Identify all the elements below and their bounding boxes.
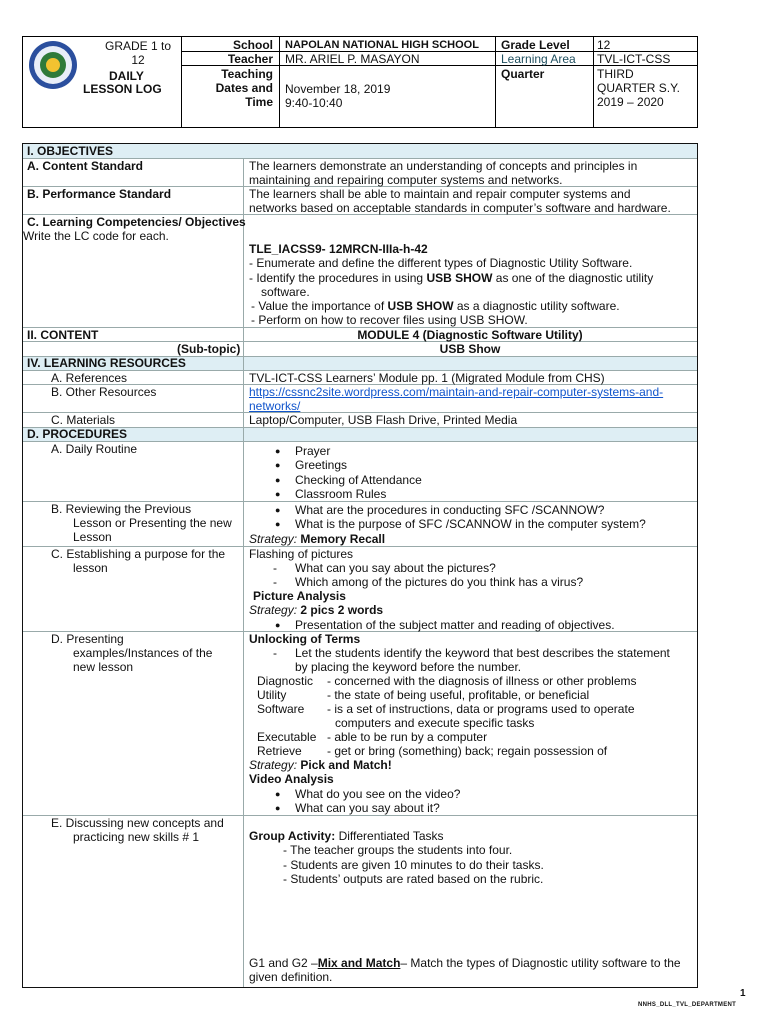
- term-word: Diagnostic: [257, 674, 314, 688]
- teacher-value: MR. ARIEL P. MASAYON: [285, 52, 420, 66]
- other-resources-link[interactable]: [249, 385, 663, 413]
- mix-and-match: G1 and G2 –Mix and Match– Match the types of Diagnostic utility software to the: [249, 956, 681, 970]
- list-item: What are the procedures in conducting SFC /SCANNOW?: [295, 503, 605, 517]
- page-number: 1: [740, 988, 746, 999]
- bullet-icon: ●: [275, 620, 281, 630]
- term-definition: - the state of being useful, profitable, or beneficial: [327, 688, 590, 702]
- objective-4: - Perform on how to recover files using USB SHOW.: [251, 313, 528, 327]
- bullet-icon: ●: [275, 505, 281, 515]
- date-value: November 18, 2019: [285, 82, 391, 96]
- term-word: Retrieve: [257, 744, 302, 758]
- purpose-question-1: What can you say about the pictures?: [295, 561, 496, 575]
- objective-1: - Enumerate and define the different types of Diagnostic Utility Software.: [249, 256, 633, 270]
- dash-item: -: [273, 561, 277, 575]
- bullet-icon: ●: [275, 519, 281, 529]
- present-strategy: Strategy: Pick and Match!: [249, 758, 392, 772]
- list-item: What can you say about it?: [295, 801, 440, 815]
- purpose-flash: Flashing of pictures: [249, 547, 354, 561]
- video-analysis: Video Analysis: [249, 772, 334, 786]
- term-word: Software: [257, 702, 305, 716]
- learning-area-value: TVL-ICT-CSS: [597, 52, 671, 66]
- department-footer: NNHS_DLL_TVL_DEPARTMENT: [638, 1002, 737, 1008]
- resources-heading: IV. LEARNING RESOURCES: [27, 356, 186, 370]
- school-label: School: [232, 38, 273, 52]
- daily-routine-label: A. Daily Routine: [51, 442, 138, 456]
- unlocking-instructions-2: by placing the keyword before the number.: [295, 660, 522, 674]
- performance-standard-text: The learners shall be able to maintain and repair computer systems and networks based on acceptable standards in computer’s software and hardware.: [249, 187, 671, 215]
- grade-level-value: 12: [597, 38, 611, 52]
- mix-and-match-cont: given definition.: [249, 970, 333, 984]
- term-definition-cont: computers and execute specific tasks: [335, 716, 535, 730]
- bullet-icon: ●: [275, 475, 281, 485]
- purpose-label: C. Establishing a purpose for the lesson: [51, 547, 226, 575]
- dash-item: -: [273, 646, 277, 660]
- objectives-heading: I. OBJECTIVES: [27, 144, 114, 158]
- teacher-label: Teacher: [227, 52, 273, 66]
- school-value: NAPOLAN NATIONAL HIGH SCHOOL: [285, 39, 479, 51]
- module-title: MODULE 4 (Diagnostic Software Utility): [357, 328, 583, 342]
- unlocking-heading: Unlocking of Terms: [249, 632, 361, 646]
- performance-standard-label: B. Performance Standard: [27, 187, 172, 201]
- list-item: Classroom Rules: [295, 487, 387, 501]
- picture-analysis: Picture Analysis: [253, 589, 346, 603]
- lesson-log-table: [22, 143, 698, 988]
- learning-competencies-sub: Write the LC code for each.: [23, 229, 169, 243]
- term-word: Executable: [257, 730, 317, 744]
- header-box: [22, 36, 698, 128]
- presenting-label: D. Presenting examples/Instances of the new lesson: [51, 632, 213, 674]
- content-standard-text: The learners demonstrate an understanding of concepts and principles in maintaining and repairing computer systems and networks.: [249, 159, 638, 187]
- group-item: - Students’ outputs are rated based on the rubric.: [283, 872, 544, 886]
- content-label: II. CONTENT: [27, 328, 99, 342]
- quarter-label: Quarter: [501, 67, 545, 81]
- objective-3: - Value the importance of USB SHOW as a diagnostic utility software.: [251, 299, 620, 313]
- resource-link-line1[interactable]: https://cssnc2site.wordpress.com/maintain-and-repair-computer-systems-and-: [249, 385, 664, 399]
- references-value: TVL-ICT-CSS Learners’ Module pp. 1 (Migrated Module from CHS): [249, 371, 605, 385]
- review-strategy: Strategy: Memory Recall: [249, 532, 386, 546]
- learning-competencies-label: C. Learning Competencies/ Objectives: [27, 215, 246, 229]
- list-item: Presentation of the subject matter and reading of objectives.: [295, 618, 615, 632]
- other-resources-label: B. Other Resources: [51, 385, 157, 399]
- teaching-dates-label: Teaching Dates and Time: [215, 67, 273, 109]
- purpose-strategy: Strategy: 2 pics 2 words: [249, 603, 384, 617]
- materials-label: C. Materials: [51, 413, 116, 427]
- group-item: - The teacher groups the students into four.: [283, 843, 513, 857]
- topic-title: USB Show: [439, 342, 501, 356]
- discussing-label: E. Discussing new concepts and practicing new skills # 1: [51, 816, 224, 844]
- term-definition: - concerned with the diagnosis of illness or other problems: [327, 674, 637, 688]
- daily-title: DAILY: [109, 69, 144, 83]
- lesson-log-title: LESSON LOG: [83, 82, 162, 96]
- dash-item: -: [273, 575, 277, 589]
- group-activity: Group Activity: Differentiated Tasks: [249, 829, 444, 843]
- purpose-question-2: Which among of the pictures do you think has a virus?: [295, 575, 584, 589]
- group-item: - Students are given 10 minutes to do their tasks.: [283, 858, 544, 872]
- bullet-icon: ●: [275, 803, 281, 813]
- quarter-value: THIRD QUARTER S.Y. 2019 – 2020: [597, 67, 680, 109]
- reviewing-label: B. Reviewing the Previous Lesson or Presenting the new Lesson: [51, 502, 232, 544]
- unlocking-instructions-1: Let the students identify the keyword that best describes the statement: [295, 646, 670, 660]
- bullet-icon: ●: [275, 489, 281, 499]
- content-standard-label: A. Content Standard: [27, 159, 143, 173]
- time-value: 9:40-10:40: [285, 96, 343, 110]
- bullet-icon: ●: [275, 446, 281, 456]
- materials-value: Laptop/Computer, USB Flash Drive, Printed Media: [249, 413, 518, 427]
- term-definition: - is a set of instructions, data or programs used to operate: [327, 702, 635, 716]
- bullet-icon: ●: [275, 789, 281, 799]
- list-item: Prayer: [295, 444, 331, 458]
- list-item: What do you see on the video?: [295, 787, 461, 801]
- procedures-heading: D. PROCEDURES: [27, 427, 128, 441]
- term-word: Utility: [257, 688, 287, 702]
- term-definition: - get or bring (something) back; regain possession of: [327, 744, 608, 758]
- resource-link-line2[interactable]: networks/: [249, 399, 301, 413]
- list-item: Greetings: [295, 458, 348, 472]
- objective-2-cont: software.: [261, 285, 310, 299]
- grade-level-label: Grade Level: [501, 38, 570, 52]
- references-label: A. References: [51, 371, 128, 385]
- grade-title: GRADE 1 to 12: [104, 39, 172, 67]
- term-definition: - able to be run by a computer: [327, 730, 488, 744]
- objective-2: - Identify the procedures in using USB SHOW as one of the diagnostic utility: [249, 271, 654, 285]
- lc-code: TLE_IACSS9- 12MRCN-IIIa-h-42: [249, 242, 428, 256]
- list-item: Checking of Attendance: [295, 473, 422, 487]
- learning-area-label: Learning Area: [501, 52, 576, 66]
- content-sub-label: (Sub-topic): [177, 342, 241, 356]
- bullet-icon: ●: [275, 460, 281, 470]
- list-item: What is the purpose of SFC /SCANNOW in the computer system?: [295, 517, 646, 531]
